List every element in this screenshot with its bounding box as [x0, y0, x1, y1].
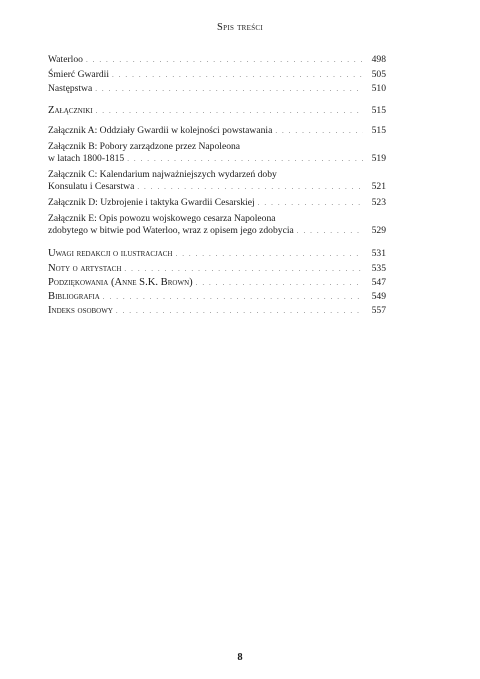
dot-leader	[95, 83, 363, 95]
toc-entry-title: Indeks osobowy	[48, 305, 113, 316]
running-header: Spis treści	[217, 22, 263, 33]
dot-leader	[86, 54, 363, 66]
dot-leader	[176, 248, 364, 260]
toc-entry-title-line2: Konsulatu i Cesarstwa	[48, 181, 135, 192]
toc-entry	[48, 277, 386, 289]
toc-entry	[48, 83, 386, 95]
toc-entry-title: Noty o artystach	[48, 263, 122, 274]
toc-entry-page: 521	[371, 181, 386, 192]
toc-entry-title-line1: Załącznik C: Kalendarium najważniejszych wydarzeń doby	[48, 169, 277, 180]
toc-entry-title: Śmierć Gwardii	[48, 69, 110, 80]
dot-leader	[297, 225, 363, 237]
toc-entry-title: Załącznik D: Uzbrojenie i taktyka Gwardii Cesarskiej	[48, 197, 255, 208]
toc-entry-page: 510	[371, 83, 386, 94]
dot-leader	[258, 197, 363, 209]
toc-entry	[48, 141, 386, 165]
dot-leader	[112, 69, 363, 81]
toc-entry-page: 535	[371, 263, 386, 274]
toc-entry	[48, 291, 386, 303]
page-number: 8	[237, 652, 243, 663]
toc-entry-title-line1: Załącznik E: Opis powozu wojskowego cesarza Napoleona	[48, 213, 276, 224]
toc-entry-page: 557	[371, 305, 386, 316]
toc-entry-title: Następstwa	[48, 83, 93, 94]
toc-entry-title: Uwagi redakcji o ilustracjach	[48, 248, 173, 259]
toc-entry	[48, 248, 386, 260]
dot-leader	[196, 277, 363, 289]
toc-entry-title: Załączniki	[48, 105, 93, 116]
toc-entry-title: Bibliografia	[48, 291, 100, 302]
toc-entry	[48, 169, 386, 193]
toc-entry-title: Załącznik A: Oddziały Gwardii w kolejności powstawania	[48, 125, 273, 136]
toc-entry-title-line2: w latach 1800-1815	[48, 153, 125, 164]
toc-entry-page: 549	[371, 291, 386, 302]
toc-entry	[48, 263, 386, 275]
toc-entry-page: 529	[371, 225, 386, 236]
toc-entry-page: 547	[371, 277, 386, 288]
toc-entry	[48, 105, 386, 117]
toc-entry	[48, 69, 386, 81]
toc-entry-title-line2: zdobytego w bitwie pod Waterloo, wraz z opisem jego zdobycia	[48, 225, 294, 236]
dot-leader	[275, 125, 363, 137]
dot-leader	[127, 153, 363, 165]
dot-leader	[103, 291, 363, 303]
toc-entry-page: 515	[371, 105, 386, 116]
dot-leader	[137, 181, 363, 193]
toc-entry	[48, 125, 386, 137]
dot-leader	[124, 263, 363, 275]
toc-entry-title: Podziękowania (Anne S.K. Brown)	[48, 277, 193, 288]
toc-entry-page: 498	[371, 54, 386, 65]
toc-entry	[48, 213, 386, 237]
toc-entry-page: 505	[371, 69, 386, 80]
dot-leader	[96, 105, 363, 117]
toc-entry-page: 531	[371, 248, 386, 259]
dot-leader	[116, 305, 363, 317]
toc-entry-page: 523	[371, 197, 386, 208]
toc-entry-title: Waterloo	[48, 54, 83, 65]
toc-entry-page: 519	[371, 153, 386, 164]
toc-entry	[48, 305, 386, 317]
toc-entry	[48, 197, 386, 209]
toc-entry-title-line1: Załącznik B: Pobory zarządzone przez Napoleona	[48, 141, 241, 152]
toc-entry	[48, 54, 386, 66]
toc-entry-page: 515	[371, 125, 386, 136]
